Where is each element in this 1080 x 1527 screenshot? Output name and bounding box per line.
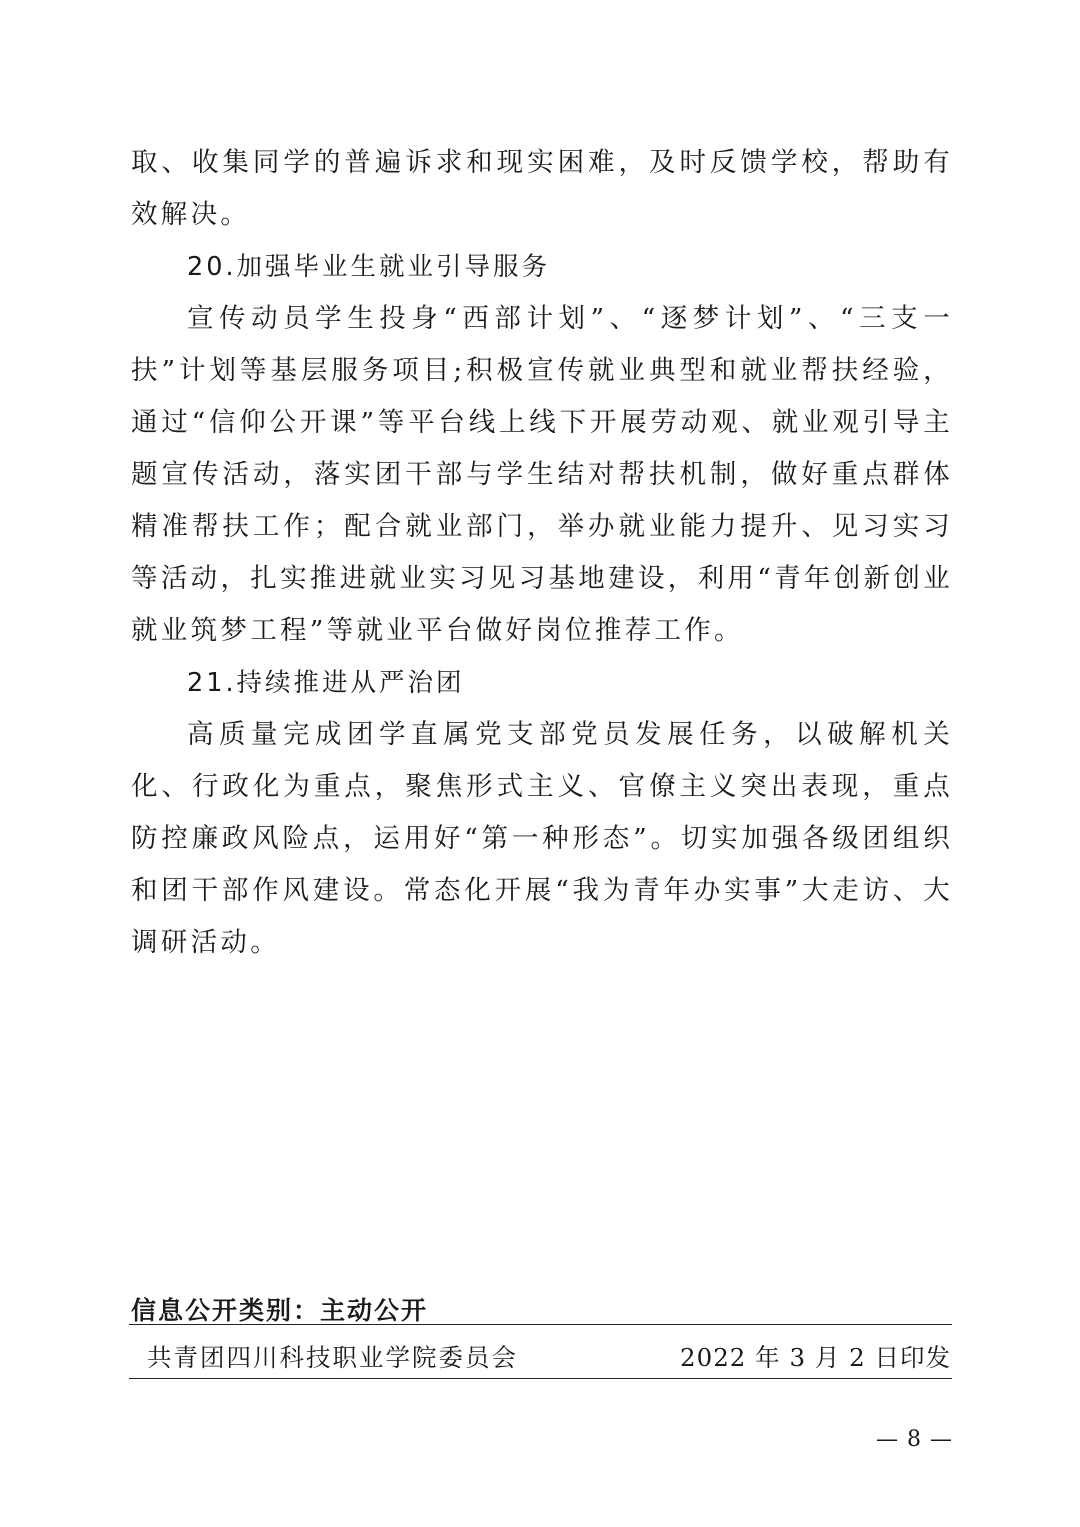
paragraph-continuation: 取、收集同学的普遍诉求和现实困难，及时反馈学校，帮助有效解决。 bbox=[131, 147, 953, 230]
section-heading-21: 21.持续推进从严治团 bbox=[187, 668, 465, 698]
disclosure-category: 信息公开类别：主动公开 bbox=[131, 1296, 429, 1325]
paragraph-strict-governance: 高质量完成团学直属党支部党员发展任务，以破解机关化、行政化为重点，聚焦形式主义、官僚主义突出表现，重点防控廉政风险点，运用好“第一种形态”。切实加强各级团组织和团干部作风建设。常态化开展“我为青年办实事”大走访、大调研活动。 bbox=[131, 719, 953, 958]
issuer-name: 共青团四川科技职业学院委员会 bbox=[147, 1343, 518, 1372]
document-body bbox=[131, 137, 953, 969]
page-number: — 8 — bbox=[876, 1427, 953, 1452]
paragraph-employment-guidance: 宣传动员学生投身“西部计划”、“逐梦计划”、“三支一扶”计划等基层服务项目;积极宣传就业典型和就业帮扶经验，通过“信仰公开课”等平台线上线下开展劳动观、就业观引导主题宣传活动，落实团干部与学生结对帮扶机制，做好重点群体精准帮扶工作；配合就业部门，举办就业能力提升、见习实习等活动，扎实推进就业实习见习基地建设，利用“青年创新创业就业筑梦工程”等就业平台做好岗位推荐工作。 bbox=[131, 303, 953, 646]
issue-date: 2022 年 3 月 2 日印发 bbox=[680, 1343, 951, 1372]
footer-divider-bottom bbox=[129, 1378, 952, 1379]
section-heading-20: 20.加强毕业生就业引导服务 bbox=[187, 252, 551, 282]
footer-divider-top bbox=[129, 1324, 952, 1325]
